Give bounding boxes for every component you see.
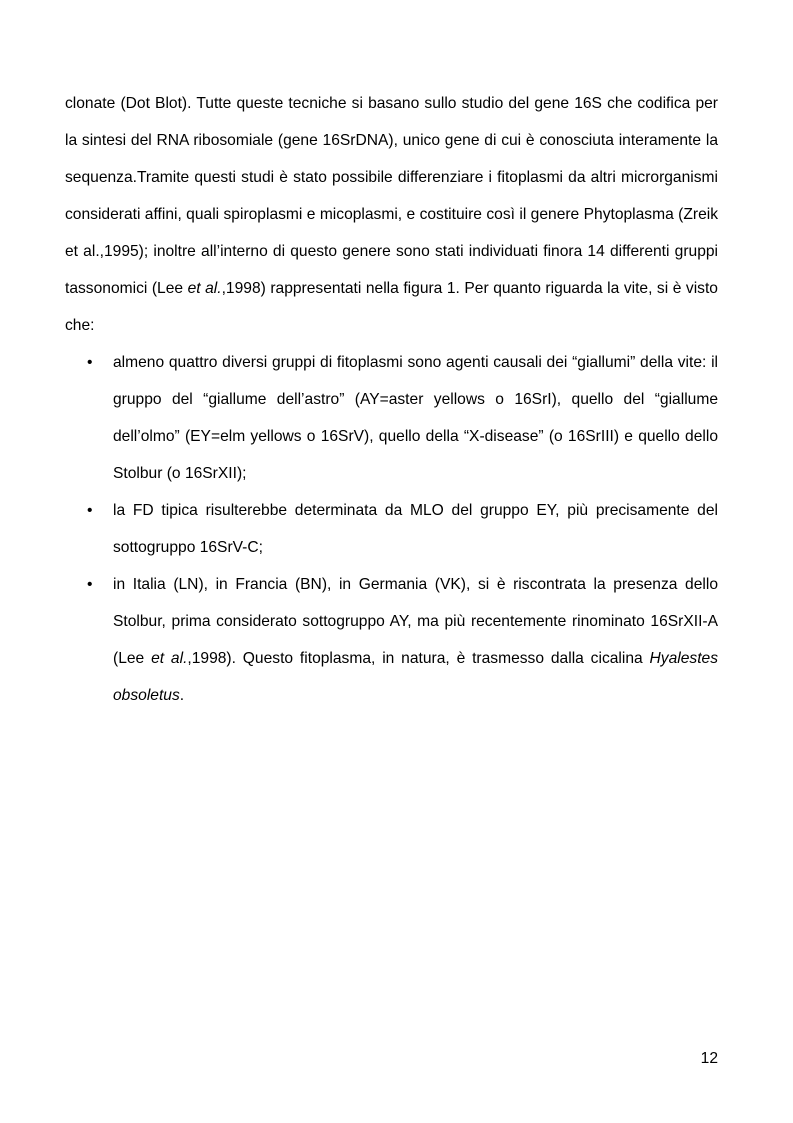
intro-paragraph xyxy=(65,85,718,344)
list-item-text: ,1998). Questo fitoplasma, in natura, è trasmesso dalla cicalina xyxy=(187,650,650,667)
list-item-text: in Italia (LN), in Francia (BN), in Germania (VK), si è riscontrata la presenza dello Stolbur, prima considerato sottogruppo AY, ma più recentemente rinominato 16SrXII-A (Lee xyxy=(113,576,718,667)
page-number: 12 xyxy=(700,1050,718,1067)
intro-text: clonate (Dot Blot). Tutte queste tecniche si basano sullo studio del gene 16S che codifica per la sintesi del RNA ribosomiale (gene 16SrDNA), unico gene di cui è conosciuta interamente la sequenza.Tramite questi studi è stato possibile differenziare i fitoplasmi da altri microrganismi considerati affini, quali spiroplasmi e micoplasmi, e costituire così il genere Phytoplasma (Zreik et al.,1995); inoltre all’interno di questo genere sono stati individuati finora 14 differenti gruppi tassonomici (Lee xyxy=(65,95,718,297)
list-item xyxy=(65,344,718,492)
bullet-icon: • xyxy=(87,354,93,371)
bullet-list xyxy=(65,344,718,714)
species-name: Hyalestes obsoletus xyxy=(113,650,719,704)
list-item-text: . xyxy=(179,687,185,704)
citation-italic: et al. xyxy=(151,650,188,667)
intro-citation-italic: et al. xyxy=(187,280,222,297)
list-item xyxy=(65,566,718,714)
bullet-icon: • xyxy=(87,502,93,519)
bullet-icon: • xyxy=(87,576,93,593)
intro-text-end: ,1998) rappresentati nella figura 1. Per quanto riguarda la vite, si è visto che: xyxy=(65,280,718,334)
list-item-text: almeno quattro diversi gruppi di fitoplasmi sono agenti causali dei “giallumi” della vite: il gruppo del “giallume dell’astro” (AY=aster yellows o 16SrI), quello del “giallume dell’olmo” (EY=elm yellows o 16SrV), quello della “X-disease” (o 16SrIII) e quello dello Stolbur (o 16SrXII); xyxy=(113,354,718,482)
document-body xyxy=(65,85,718,714)
list-item xyxy=(65,492,718,566)
list-item-text: la FD tipica risulterebbe determinata da MLO del gruppo EY, più precisamente del sottogruppo 16SrV-C; xyxy=(113,502,718,556)
